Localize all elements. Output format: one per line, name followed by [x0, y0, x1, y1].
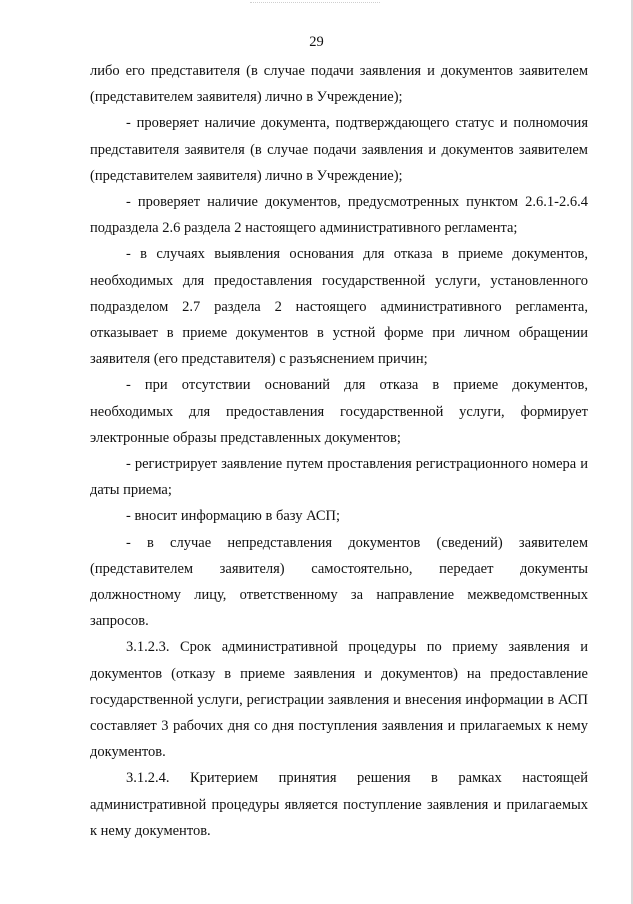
paragraph-4: - в случаях выявления основания для отказа в приеме документов, необходимых для предоставления государственной услуги, установленного подразделом 2.7 раздела 2 настоящего административного регламента, отказывает в приеме документов в устной форме при личном обращении заявителя (его представителя) с разъяснением причин; — [90, 246, 588, 368]
paragraph-8: - в случае непредставления документов (сведений) заявителем (представителем заявителя) самостоятельно, передает документы должностному лицу, ответственному за направление межведомственных запросов. — [90, 534, 588, 630]
paragraph-3: - проверяет наличие документов, предусмотренных пунктом 2.6.1-2.6.4 подраздела 2.6 раздела 2 настоящего административного регламента; — [90, 194, 588, 237]
paragraph-6: - регистрирует заявление путем проставления регистрационного номера и даты приема; — [90, 456, 588, 499]
paragraph-9: 3.1.2.3. Срок административной процедуры по приему заявления и документов (отказу в приеме заявления и документов) на предоставление государственной услуги, регистрации заявления и внесения информации в АСП составляет 3 рабочих дня со дня поступления заявления и прилагаемых к нему документов. — [90, 639, 588, 761]
paragraph-2: - проверяет наличие документа, подтверждающего статус и полномочия представителя заявителя (в случае подачи заявления и документов заявителем (представителем заявителя) лично в Учреждение); — [90, 115, 588, 184]
paragraph-7: - вносит информацию в базу АСП; — [126, 508, 341, 525]
page-number: 29 — [309, 34, 324, 50]
paragraph-1: либо его представителя (в случае подачи заявления и документов заявителем (представителем заявителя) лично в Учреждение); — [90, 63, 588, 106]
paragraph-10: 3.1.2.4. Критерием принятия решения в рамках настоящей административной процедуры является поступление заявления и прилагаемых к нему документов. — [90, 770, 588, 839]
document-body — [90, 58, 588, 844]
paragraph-5: - при отсутствии оснований для отказа в приеме документов, необходимых для предоставления государственной услуги, формирует электронные образы представленных документов; — [90, 377, 588, 446]
scan-artifact — [250, 2, 380, 6]
